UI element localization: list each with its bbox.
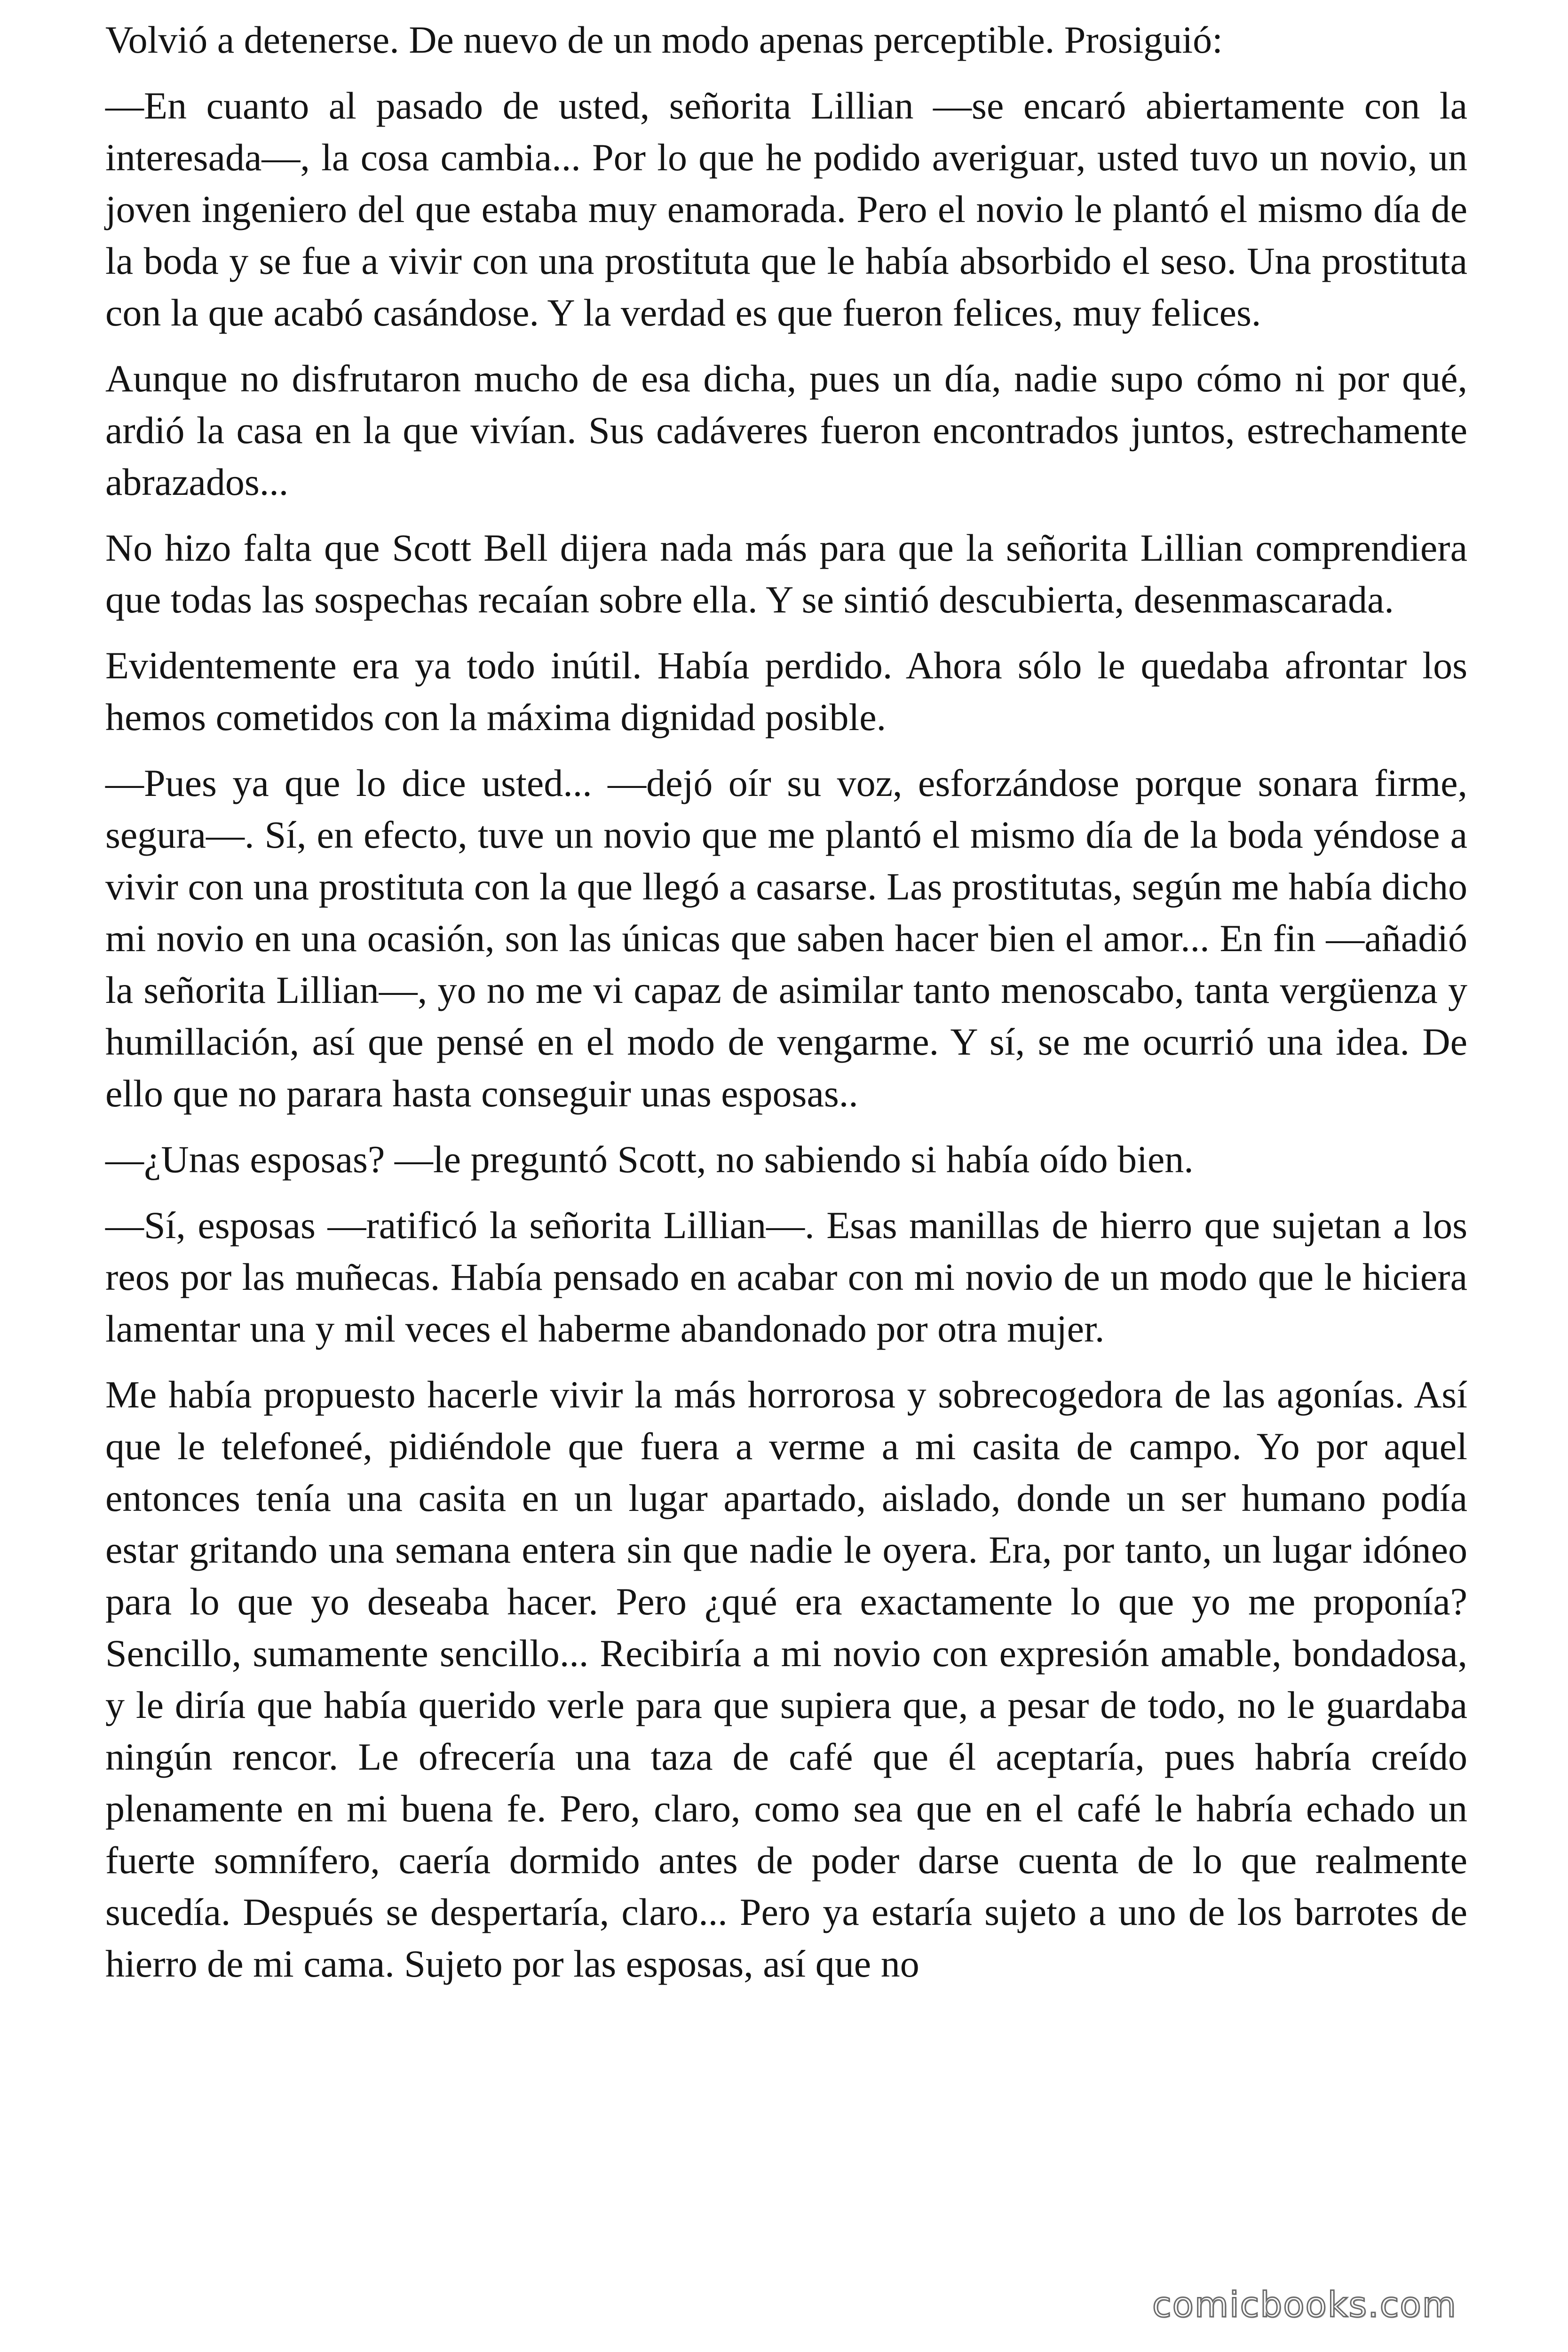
body-text [105,14,1467,2004]
paragraph: —En cuanto al pasado de usted, señorita Lillian —se encaró abiertamente con la interesada—, la cosa cambia... Por lo que he podido averiguar, usted tuvo un novio, un joven ingeniero del que estaba muy enamorada. Pero el novio le plantó el mismo día de la boda y se fue a vivir con una prostituta que le había absorbido el seso. Una prostituta con la que acabó casándose. Y la verdad es que fueron felices, muy felices. [105,84,1467,334]
watermark: comicbooks.com [1152,2285,1457,2325]
paragraph: Volvió a detenerse. De nuevo de un modo apenas perceptible. Prosiguió: [105,18,1223,61]
paragraph: —Pues ya que lo dice usted... —dejó oír su voz, esforzándose porque sonara firme, segura—. Sí, en efecto, tuve un novio que me plantó el mismo día de la boda yéndose a vivir con una prostituta con la que llegó a casarse. Las prostitutas, según me había dicho mi novio en una ocasión, son las únicas que saben hacer bien el amor... En fin —añadió la señorita Lillian—, yo no me vi capaz de asimilar tanto menoscabo, tanta vergüenza y humillación, así que pensé en el modo de vengarme. Y sí, se me ocurrió una idea. De ello que no parara hasta conseguir unas esposas.. [105,762,1467,1115]
paragraph: —¿Unas esposas? —le preguntó Scott, no sabiendo si había oído bien. [105,1138,1194,1181]
paragraph: No hizo falta que Scott Bell dijera nada más para que la señorita Lillian comprendiera que todas las sospechas recaían sobre ella. Y se sintió descubierta, desenmascarada. [105,526,1467,621]
paragraph: Me había propuesto hacerle vivir la más horrorosa y sobrecogedora de las agonías. Así que le telefoneé, pidiéndole que fuera a verme a mi casita de campo. Yo por aquel entonces tenía una casita en un lugar apartado, aislado, donde un ser humano podía estar gritando una semana entera sin que nadie le oyera. Era, por tanto, un lugar idóneo para lo que yo deseaba hacer. Pero ¿qué era exactamente lo que yo me proponía? Sencillo, sumamente sencillo... Recibiría a mi novio con expresión amable, bondadosa, y le diría que había querido verle para que supiera que, a pesar de todo, no le guardaba ningún rencor. Le ofrecería una taza de café que él aceptaría, pues habría creído plenamente en mi buena fe. Pero, claro, como sea que en el café le habría echado un fuerte somnífero, caería dormido antes de poder darse cuenta de lo que realmente sucedía. Después se despertaría, claro... Pero ya estaría sujeto a uno de los barrotes de hierro de mi cama. Sujeto por las esposas, así que no [105,1373,1467,1985]
paragraph: —Sí, esposas —ratificó la señorita Lillian—. Esas manillas de hierro que sujetan a los reos por las muñecas. Había pensado en acabar con mi novio de un modo que le hiciera lamentar una y mil veces el haberme abandonado por otra mujer. [105,1204,1467,1350]
paragraph: Evidentemente era ya todo inútil. Había perdido. Ahora sólo le quedaba afrontar los hemos cometidos con la máxima dignidad posible. [105,644,1467,739]
paragraph: Aunque no disfrutaron mucho de esa dicha, pues un día, nadie supo cómo ni por qué, ardió la casa en la que vivían. Sus cadáveres fueron encontrados juntos, estrechamente abrazados... [105,357,1467,503]
